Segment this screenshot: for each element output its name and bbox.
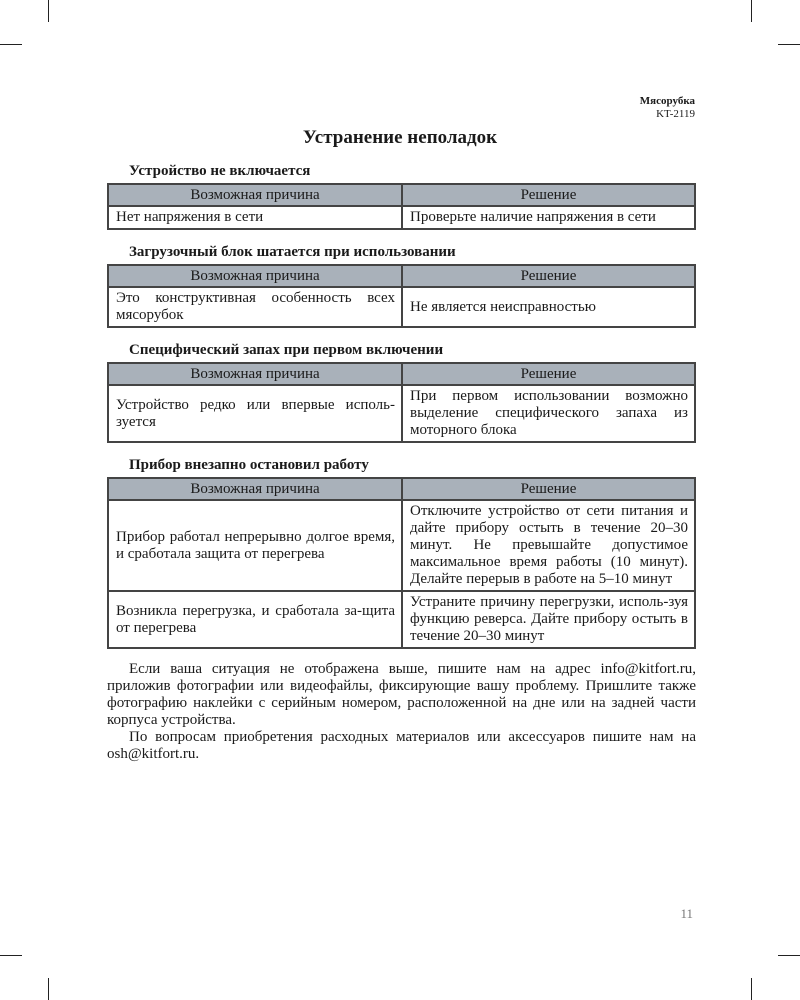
cause-cell: Нет напряжения в сети <box>108 206 402 229</box>
accessories-paragraph: По вопросам приобретения расходных материалов или аксессуаров пишите нам на osh@kitfort.ru. <box>107 729 696 762</box>
solution-column-header: Решение <box>402 265 695 287</box>
contact-paragraph: Если ваша ситуация не отображена выше, пишите нам на адрес info@kitfort.ru, приложив фотографии или видеофайлы, фиксирующие вашу проблему. Пришлите также фотографию наклейки с серийным номером, расположенной на дне или на задней части корпуса устройства. <box>107 661 696 728</box>
troubleshooting-table <box>107 264 696 328</box>
troubleshooting-section <box>107 163 696 230</box>
table-header-row <box>108 478 695 500</box>
troubleshooting-section <box>107 457 696 649</box>
crop-mark <box>751 0 752 22</box>
crop-mark <box>48 978 49 1000</box>
running-header <box>640 95 695 121</box>
solution-cell: При первом использовании возможно выделение специфического запаха из моторного блока <box>402 385 695 442</box>
cause-column-header: Возможная причина <box>108 184 402 206</box>
table-row <box>108 287 695 327</box>
troubleshooting-section <box>107 244 696 328</box>
solution-column-header: Решение <box>402 184 695 206</box>
page-title: Устранение неполадок <box>302 127 498 148</box>
crop-mark <box>778 955 800 956</box>
section-title: Специфический запах при первом включении <box>129 342 444 358</box>
cause-column-header: Возможная причина <box>108 478 402 500</box>
cause-cell: Прибор работал непрерывно долгое время, и сработала защита от перегрева <box>108 500 402 591</box>
troubleshooting-section <box>107 342 696 443</box>
cause-column-header: Возможная причина <box>108 265 402 287</box>
contact-text <box>107 661 696 763</box>
table-row <box>108 206 695 229</box>
table-row <box>108 500 695 591</box>
section-title: Прибор внезапно остановил работу <box>129 457 369 473</box>
solution-column-header: Решение <box>402 363 695 385</box>
solution-column-header: Решение <box>402 478 695 500</box>
solution-cell: Проверьте наличие напряжения в сети <box>402 206 695 229</box>
crop-mark <box>751 978 752 1000</box>
table-row <box>108 591 695 648</box>
crop-mark <box>0 955 22 956</box>
solution-cell: Устраните причину перегрузки, исполь-зуя функцию реверса. Дайте прибору остыть в течение 20–30 минут <box>402 591 695 648</box>
section-title: Устройство не включается <box>129 163 311 179</box>
cause-cell: Возникла перегрузка, и сработала за-щита от перегрева <box>108 591 402 648</box>
cause-cell: Устройство редко или впервые исполь-зуется <box>108 385 402 442</box>
product-name: Мясорубка <box>639 95 695 107</box>
solution-cell: Отключите устройство от сети питания и дайте прибору остыть в течение 20–30 минут. Не превышайте допустимое максимальное время работы (10 минут). Делайте перерыв в работе на 5–10 минут <box>402 500 695 591</box>
cause-cell: Это конструктивная особенность всех мясорубок <box>108 287 402 327</box>
table-header-row <box>108 265 695 287</box>
page-number: 11 <box>680 906 693 921</box>
troubleshooting-table <box>107 477 696 649</box>
crop-mark <box>0 44 22 45</box>
troubleshooting-table <box>107 183 696 230</box>
solution-cell: Не является неисправностью <box>402 287 695 327</box>
troubleshooting-table <box>107 362 696 443</box>
product-model: KT-2119 <box>656 108 695 120</box>
table-row <box>108 385 695 442</box>
section-title: Загрузочный блок шатается при использовании <box>129 244 456 260</box>
cause-column-header: Возможная причина <box>108 363 402 385</box>
table-header-row <box>108 363 695 385</box>
crop-mark <box>48 0 49 22</box>
crop-mark <box>778 44 800 45</box>
table-header-row <box>108 184 695 206</box>
